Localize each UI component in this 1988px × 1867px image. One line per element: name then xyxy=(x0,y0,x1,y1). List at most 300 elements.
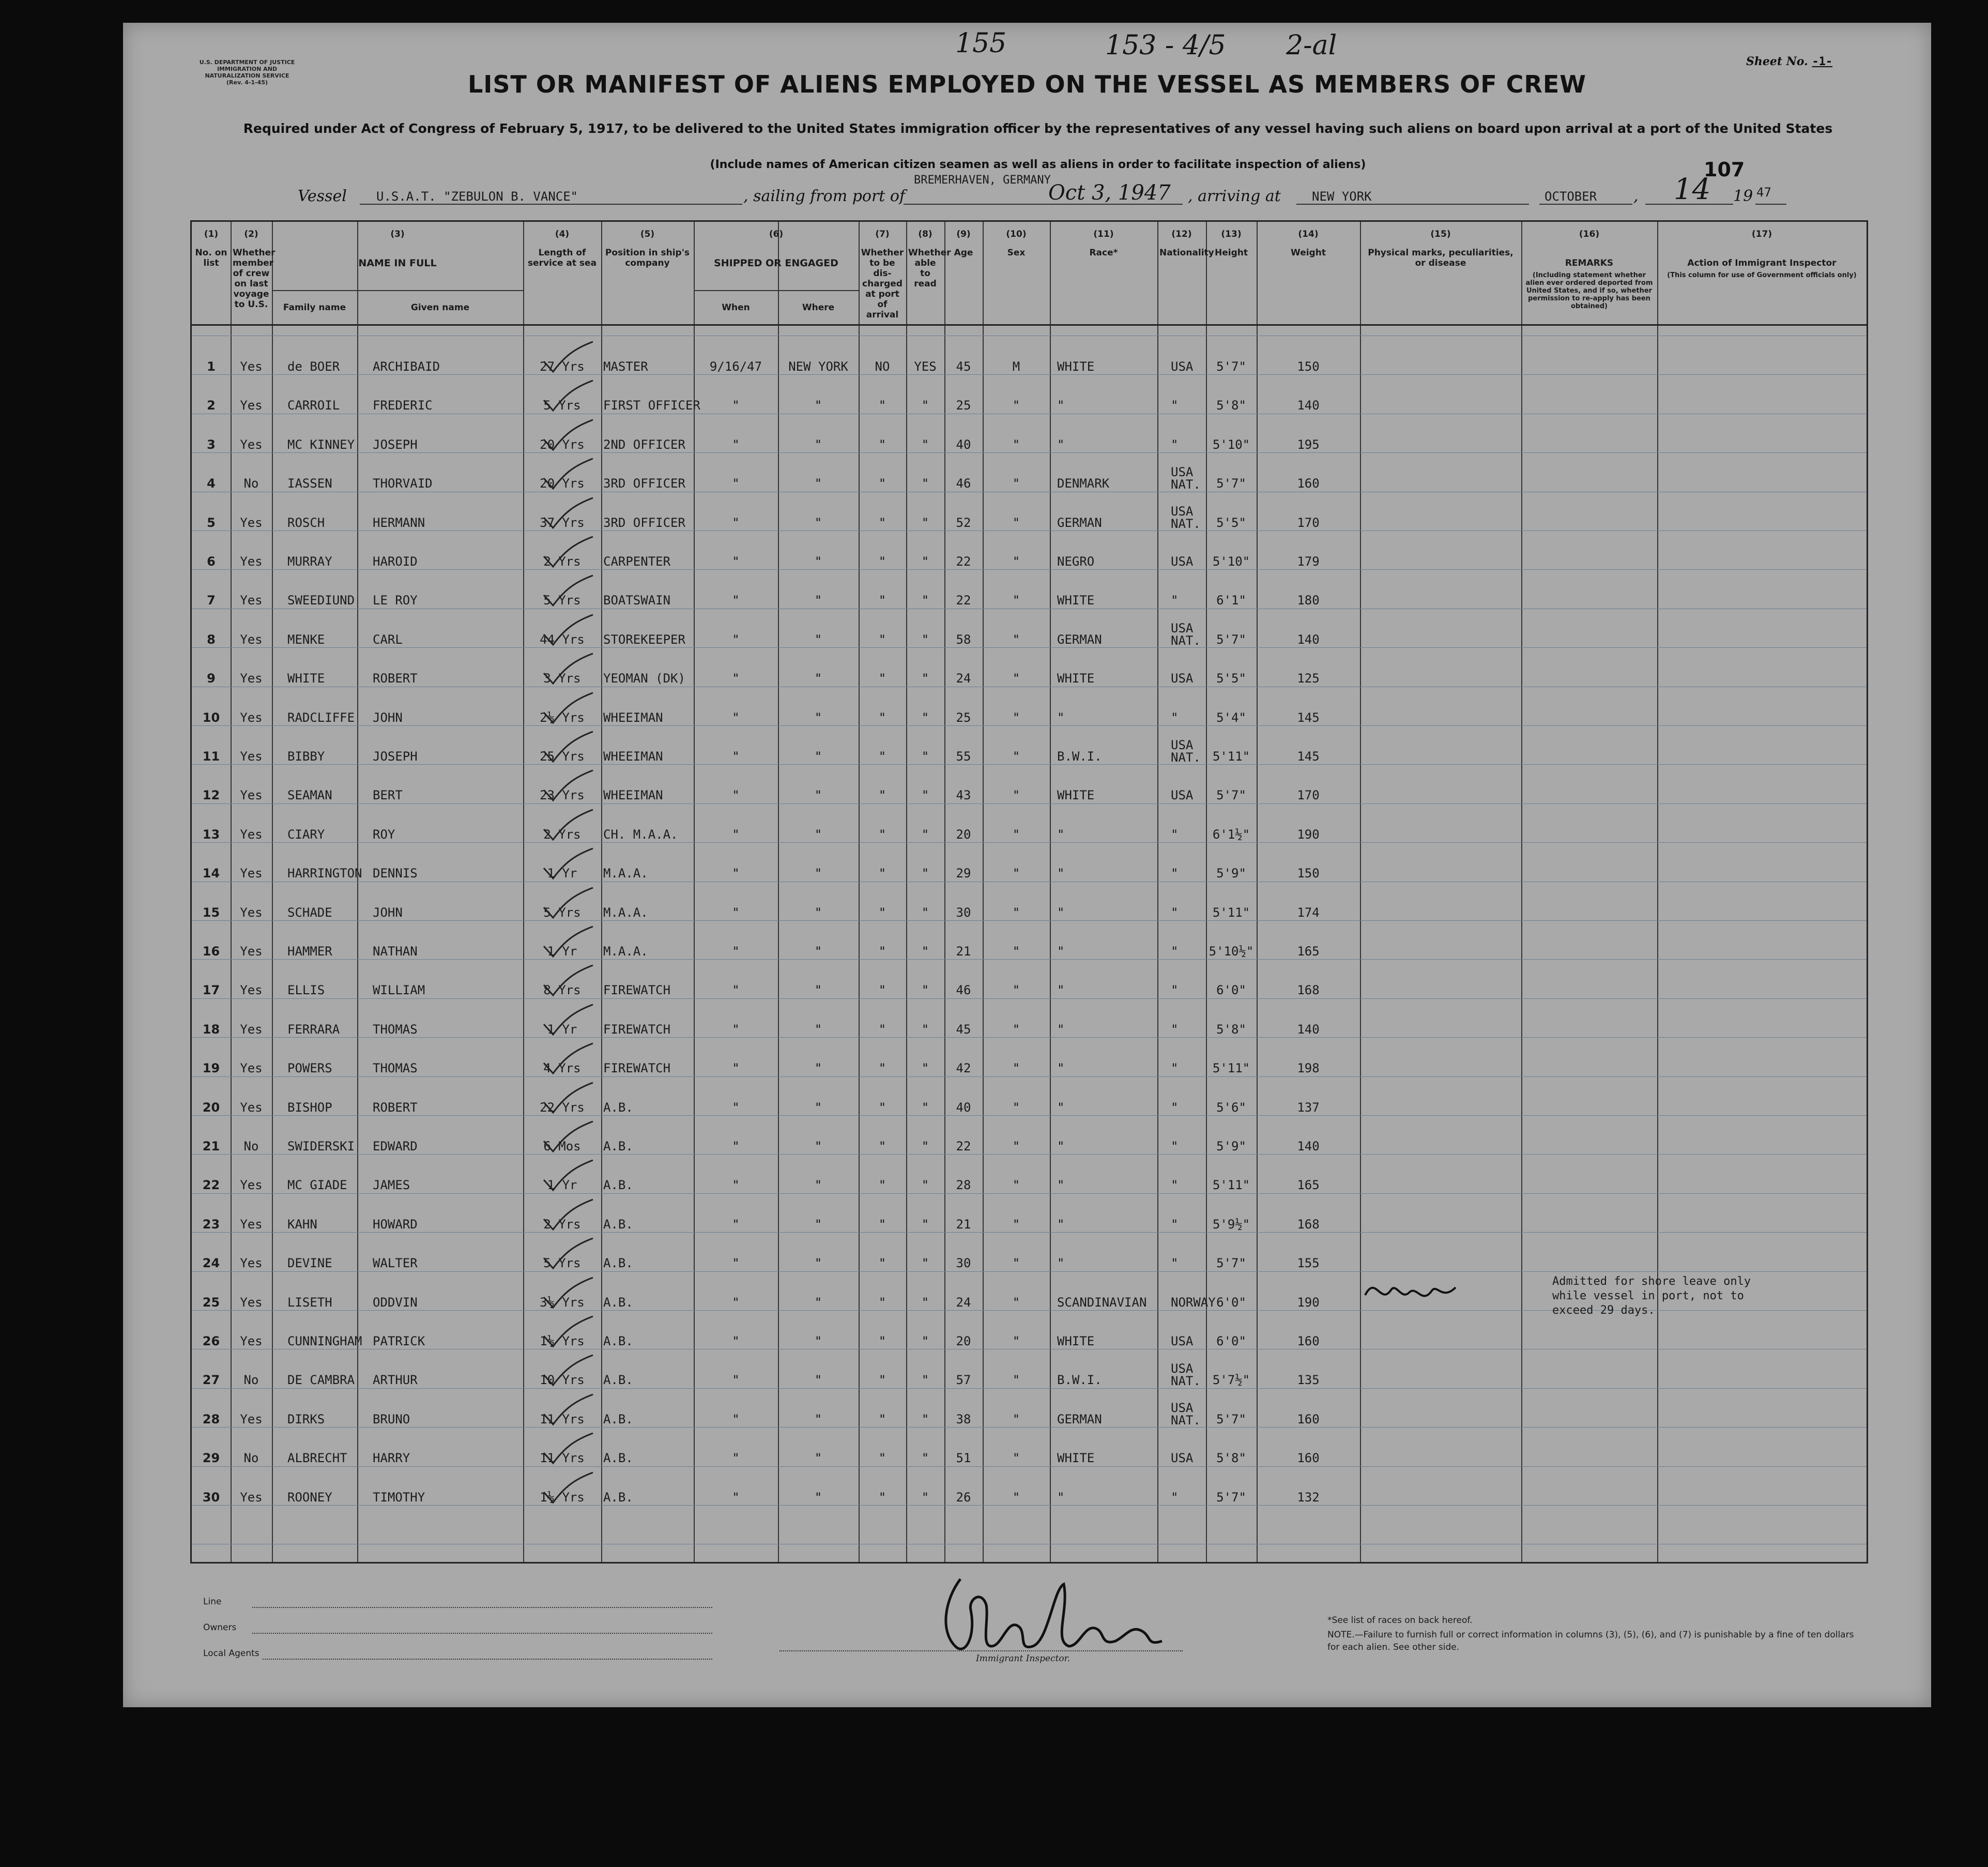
cell-where: " xyxy=(814,671,822,686)
column-number-c10: (10) xyxy=(1006,229,1027,239)
cell-family: SCHADE xyxy=(287,905,332,920)
cell-no: 29 xyxy=(202,1451,220,1466)
cell-read: " xyxy=(921,1178,929,1193)
cell-race: WHITE xyxy=(1057,1451,1095,1466)
cell-race: DENMARK xyxy=(1057,476,1110,491)
cell-last: Yes xyxy=(240,1256,263,1271)
cell-race: WHITE xyxy=(1057,671,1095,686)
cell-sex: " xyxy=(1012,983,1020,998)
cell-age: 57 xyxy=(956,1373,971,1388)
cell-age: 22 xyxy=(956,1139,971,1153)
cell-nat: " xyxy=(1171,866,1179,881)
cell-race: B.W.I. xyxy=(1057,1373,1102,1388)
cell-family: ROONEY xyxy=(287,1490,332,1505)
cell-where: " xyxy=(814,1022,822,1037)
cell-when: " xyxy=(732,554,740,569)
agents-label: Local Agents xyxy=(203,1648,259,1659)
cell-no: 12 xyxy=(202,788,220,803)
cell-no: 7 xyxy=(207,593,216,608)
cell-race: WHITE xyxy=(1057,593,1095,608)
cell-sex: " xyxy=(1012,1256,1020,1271)
cell-race: WHITE xyxy=(1057,788,1095,803)
cell-given: HAROID xyxy=(373,554,418,569)
column-label-c12: Nationality xyxy=(1159,248,1214,258)
cell-nat: " xyxy=(1171,1490,1179,1505)
cell-disch: " xyxy=(878,710,886,725)
cell-position: STOREKEEPER xyxy=(603,632,685,647)
check-mark xyxy=(539,1393,595,1430)
cell-sex: " xyxy=(1012,944,1020,959)
column-label-c11: Race* xyxy=(1089,248,1118,258)
cell-height: 5'11" xyxy=(1212,749,1250,764)
cell-when: " xyxy=(732,944,740,959)
cell-age: 51 xyxy=(956,1451,971,1466)
cell-read: " xyxy=(921,827,929,842)
cell-when: " xyxy=(732,515,740,530)
cell-sex: " xyxy=(1012,554,1020,569)
cell-weight: 145 xyxy=(1297,749,1320,764)
cell-no: 4 xyxy=(207,476,216,491)
column-number-c14: (14) xyxy=(1298,229,1319,239)
cell-family: POWERS xyxy=(287,1061,332,1076)
cell-family: DIRKS xyxy=(287,1411,325,1426)
cell-where: " xyxy=(814,944,822,959)
cell-disch: NO xyxy=(875,359,890,374)
cell-age: 42 xyxy=(956,1061,971,1076)
cell-race: WHITE xyxy=(1057,359,1095,374)
check-mark xyxy=(539,1004,595,1040)
cell-family: MENKE xyxy=(287,632,325,647)
column-label-c2: Whether member of crew on last voyage to U.S. xyxy=(233,248,276,310)
cell-given: JOSEPH xyxy=(373,749,418,764)
cell-sex: " xyxy=(1012,788,1020,803)
cell-weight: 198 xyxy=(1297,1061,1320,1076)
cell-read: " xyxy=(921,1373,929,1388)
cell-given: JOHN xyxy=(373,905,403,920)
cell-last: Yes xyxy=(240,788,263,803)
cell-given: JOHN xyxy=(373,710,403,725)
port-from: BREMERHAVEN, GERMANY xyxy=(914,174,1051,187)
cell-nat: " xyxy=(1171,1139,1179,1153)
cell-last: Yes xyxy=(240,515,263,530)
column-number-c15: (15) xyxy=(1430,229,1451,239)
cell-nat: " xyxy=(1171,905,1179,920)
owners-label: Owners xyxy=(203,1622,237,1633)
cell-service: 6 Mos xyxy=(543,1139,581,1153)
cell-service: 1½ Yrs xyxy=(540,1334,585,1348)
cell-when: " xyxy=(732,398,740,413)
cell-given: CARL xyxy=(373,632,403,647)
arriving-label: , arriving at xyxy=(1188,187,1281,205)
cell-service: 1 Yr xyxy=(547,944,577,959)
cell-disch: " xyxy=(878,905,886,920)
manifest-sheet: U.S. DEPARTMENT OF JUSTICE IMMIGRATION AND NATURALIZATION SERVICE (Rev. 4-1-45) 155 153 - 4/5 2-al Sheet No. -1- LIST OR MANIFEST OF ALIENS EMPLOYED ON THE VESSEL AS MEMBERS OF CREW Required under Act of Congress of February 5, 1917, to be delivered to the United States immigration officer by the representatives of any vessel having such aliens on board upon arrival at a port of the United States (Include names of American citizen seamen as well as aliens in order to facilitate inspection of aliens) 107 Vessel U.S.A.T. "ZEBULON B. VANCE" , sailing from port of BREMERHAVEN, GERMANY Oct 3, 1947 , arriving at NEW YORK OCTOBER , 14 19 47 (1) No. on list (2) Whether member of crew on last voyage to U.S. (3) NAME IN FULL Family name Given name (4) Length of service at sea (5) Position in ship's company (6) SHIPPED OR ENGAGED When Where (7) Whether to be dis-charged at port of arrival (8) Whether able to read (9) Age (10) Sex (11) Race* (12) Nationality (13) Height (14) Weight (15) Physical marks, peculiarities, or disease (16) REMARKS (Including statement whether alien ever ordered deported from United States, and if so, whether permission to re-apply has been obtained) (17) Action of Immigrant Inspector (This column for use of Government officials only) 1 Yes de BOER ARCHIBAID 27 Yrs MASTER 9/16/47 NEW YORK NO YES 45 M WHITE USA 5'7" 150 2 Yes CARROIL FREDERIC 5 Yrs FIRST OFFICER " " " " 25 " " " 5'8" 140 3 Yes MC KINNEY JOSEPH 20 Yrs 2ND OFFICER " " " " 40 " " " 5'10" 195 4 No IASSEN THORVAID 20 Yrs 3RD OFFICER " " " " 46 " DENMARK USA NAT. 5'7" 160 5 Yes ROSCH HERMANN 37 Yrs 3RD OFFICER " " " " 52 " GERMAN USA NAT. 5'5" 170 6 Yes MURRAY HAROID 2 Yrs CARPENTER " " " " 22 " NEGRO USA 5'10" 179 7 Yes SWEEDIUND LE ROY 5 Yrs BOATSWAIN " " " " 22 " WHITE " 6'1" 180 8 Yes MENKE CARL 44 Yrs STOREKEEPER " " " " 58 " GERMAN USA NAT. 5'7" 140 9 Yes WHITE ROBERT 3 Yrs YEOMAN (DK) " " " " 24 " WHITE USA 5'5" 125 10 Yes RADCLIFFE JOHN 2½ Yrs WHEEIMAN " " " " 25 " " " 5'4" 145 11 Yes BIBBY JOSEPH 25 Yrs WHEEIMAN " " " " 55 " B.W.I. USA NAT. 5'11" 145 12 Yes SEAMAN BERT 23 Yrs WHEEIMAN " " " " 43 " WHITE USA 5'7" 170 13 Yes CIARY ROY 2 Yrs CH. M.A.A. " " " " 20 " " " 6'1½" 190 14 Yes HARRINGTON DENNIS 1 Yr M.A.A. " " " " 29 " " " 5'9" 150 15 Yes SCHADE JOHN 5 Yrs M.A.A. " " " " 30 " " " 5'11" 174 16 Yes HAMMER NATHAN 1 Yr M.A.A. " " " " 21 " " " 5'10½" 165 17 Yes ELLIS WILLIAM 8 Yrs FIREWATCH " " " " 46 " " " 6'0" 168 18 Yes FERRARA THOMAS 1 Yr FIREWATCH " " " " 45 " " " 5'8" 140 19 Yes POWERS THOMAS 4 Yrs FIREWATCH " " " " 42 " " " 5'11" 198 20 Yes BISHOP ROBERT 22 Yrs A.B. " " " " 40 " " " 5'6" 137 21 No SWIDERSKI EDWARD 6 Mos A.B. " " " " 22 " " " 5'9" 140 22 Yes MC GIADE JAMES 1 Yr A.B. " " " " 28 " " " 5'11" 165 23 Yes KAHN HOWARD 2 Yrs A.B. " " " " 21 " " " 5'9½" 168 24 Yes DEVINE WALTER 5 Yrs A.B. " " " " 30 " " " 5'7" 155 25 Yes LISETH ODDVIN 3½ Yrs A.B. " " " " 24 " SCANDINAVIAN NORWAY 6'0" 190 26 Yes CUNNINGHAM PATRICK 1½ Yrs A.B. " " " " 20 " WHITE USA 6'0" 160 27 No DE CAMBRA ARTHUR 10 Yrs A.B. " " " " 57 " B.W.I. USA NAT. 5'7½" 135 28 Yes DIRKS BRUNO 11 Yrs A.B. " " " " 38 " GERMAN USA NAT. 5'7" 160 29 No ALBRECHT HARRY 11 Yrs A.B. " " " " 51 " WHITE USA 5'8" 160 30 Yes ROONEY TIMOTHY 1½ Yrs A.B. " " " " 26 " " " 5'7" 132 Admitted for shore leave only while vessel in port, not to exceed 29 days. Line Owners Local Agents Immigrant Inspector. *See list of races on back hereof. NOTE.—Failure to furnish full or correct information in columns (3), (5), (6), and (7) is punishable by a fine of ten dollars for each alien. See other side. xyxy=(123,23,1931,1707)
penalty-note: NOTE.—Failure to furnish full or correct information in columns (3), (5), (6), and (7) is punishable by a fine of ten dollars for each alien. See other side. xyxy=(1327,1630,1854,1652)
where-header: Where xyxy=(802,302,835,313)
check-mark xyxy=(539,1120,595,1157)
cell-age: 58 xyxy=(956,632,971,647)
check-mark xyxy=(539,847,595,884)
table-row xyxy=(192,1019,1867,1058)
cell-weight: 170 xyxy=(1297,515,1320,530)
cell-when: " xyxy=(732,593,740,608)
cell-service: 2 Yrs xyxy=(543,1217,581,1232)
column-label-c3: NAME IN FULL xyxy=(358,257,437,269)
cell-sex: " xyxy=(1012,476,1020,491)
column-label-c6: SHIPPED OR ENGAGED xyxy=(714,257,838,269)
cell-sex: " xyxy=(1012,1139,1020,1153)
cell-weight: 140 xyxy=(1297,1139,1320,1153)
cell-service: 1 Yr xyxy=(547,866,577,881)
cell-given: ROBERT xyxy=(373,1100,418,1115)
cell-last: Yes xyxy=(240,554,263,569)
cell-disch: " xyxy=(878,437,886,452)
cell-weight: 140 xyxy=(1297,632,1320,647)
cell-race: SCANDINAVIAN xyxy=(1057,1295,1147,1310)
cell-service: 22 Yrs xyxy=(540,1100,585,1115)
cell-given: JAMES xyxy=(373,1178,410,1193)
cell-given: FREDERIC xyxy=(373,398,433,413)
inspector-label: Immigrant Inspector. xyxy=(976,1653,1071,1664)
cell-position: A.B. xyxy=(603,1100,633,1115)
cell-given: BERT xyxy=(373,788,403,803)
cell-where: " xyxy=(814,1100,822,1115)
cell-family: KAHN xyxy=(287,1217,317,1232)
cell-weight: 165 xyxy=(1297,944,1320,959)
column-label-c9: Age xyxy=(954,248,973,258)
cell-family: CIARY xyxy=(287,827,325,842)
cell-where: NEW YORK xyxy=(788,359,848,374)
column-label-c13: Height xyxy=(1215,248,1248,258)
cell-position: FIREWATCH xyxy=(603,983,671,998)
cell-service: 37 Yrs xyxy=(540,515,585,530)
cell-read: " xyxy=(921,398,929,413)
cell-where: " xyxy=(814,476,822,491)
cell-age: 30 xyxy=(956,1256,971,1271)
check-mark xyxy=(539,964,595,1000)
sailing-label: , sailing from port of xyxy=(743,187,906,205)
check-mark xyxy=(539,809,595,845)
cell-height: 5'10½" xyxy=(1209,944,1254,959)
cell-family: ROSCH xyxy=(287,515,325,530)
table-row xyxy=(192,356,1867,395)
table-row xyxy=(192,1487,1867,1526)
cell-no: 15 xyxy=(202,905,220,920)
table-row xyxy=(192,1361,1867,1408)
cell-age: 45 xyxy=(956,359,971,374)
remark-line: Admitted for shore leave only xyxy=(1552,1274,1751,1288)
top-note-3: 2-al xyxy=(1286,30,1337,61)
cell-age: 40 xyxy=(956,1100,971,1115)
cell-position: YEOMAN (DK) xyxy=(603,671,685,686)
cell-nat: NORWAY xyxy=(1171,1295,1216,1310)
cell-disch: " xyxy=(878,749,886,764)
cell-height: 5'7" xyxy=(1216,1411,1246,1426)
cell-age: 52 xyxy=(956,515,971,530)
cell-sex: " xyxy=(1012,1061,1020,1076)
cell-disch: " xyxy=(878,1451,886,1466)
cell-last: Yes xyxy=(240,1022,263,1037)
table-row xyxy=(192,707,1867,746)
cell-where: " xyxy=(814,1061,822,1076)
cell-where: " xyxy=(814,632,822,647)
cell-service: 5 Yrs xyxy=(543,398,581,413)
cell-disch: " xyxy=(878,1139,886,1153)
cell-family: SWIDERSKI xyxy=(287,1139,355,1153)
check-mark xyxy=(539,1315,595,1352)
cell-position: A.B. xyxy=(603,1451,633,1466)
cell-given: THOMAS xyxy=(373,1022,418,1037)
cell-when: " xyxy=(732,905,740,920)
table-row xyxy=(192,1175,1867,1213)
column-number-c16: (16) xyxy=(1579,229,1600,239)
cell-height: 5'5" xyxy=(1216,671,1246,686)
cell-service: 1½ Yrs xyxy=(540,1490,585,1505)
cell-read: " xyxy=(921,866,929,881)
cell-read: " xyxy=(921,1256,929,1271)
cell-position: MASTER xyxy=(603,359,648,374)
cell-disch: " xyxy=(878,944,886,959)
column-number-c11: (11) xyxy=(1093,229,1114,239)
cell-when: " xyxy=(732,788,740,803)
cell-given: PATRICK xyxy=(373,1334,425,1348)
cell-sex: " xyxy=(1012,827,1020,842)
cell-when: " xyxy=(732,437,740,452)
cell-position: FIREWATCH xyxy=(603,1061,671,1076)
column-label-c4: Length of service at sea xyxy=(527,248,597,268)
cell-disch: " xyxy=(878,1256,886,1271)
cell-race: " xyxy=(1057,398,1065,413)
cell-height: 6'0" xyxy=(1216,1295,1246,1310)
cell-nat: " xyxy=(1171,1022,1179,1037)
cell-weight: 132 xyxy=(1297,1490,1320,1505)
cell-age: 28 xyxy=(956,1178,971,1193)
cell-no: 5 xyxy=(207,515,216,530)
cell-nat: USA NAT. xyxy=(1171,738,1201,765)
cell-read: " xyxy=(921,593,929,608)
cell-nat: " xyxy=(1171,944,1179,959)
cell-last: No xyxy=(243,476,259,491)
service-name: IMMIGRATION AND NATURALIZATION SERVICE xyxy=(205,66,289,79)
cell-height: 5'10" xyxy=(1212,554,1250,569)
cell-position: 3RD OFFICER xyxy=(603,515,685,530)
page-number: 107 xyxy=(1704,158,1745,181)
cell-race: " xyxy=(1057,1022,1065,1037)
cell-sex: " xyxy=(1012,1373,1020,1388)
check-mark xyxy=(539,1042,595,1079)
cell-position: CARPENTER xyxy=(603,554,671,569)
cell-last: Yes xyxy=(240,671,263,686)
cell-age: 43 xyxy=(956,788,971,803)
cell-service: 11 Yrs xyxy=(540,1411,585,1426)
given-name-header: Given name xyxy=(410,302,470,313)
cell-no: 16 xyxy=(202,944,220,959)
cell-service: 2 Yrs xyxy=(543,554,581,569)
year-prefix: 19 xyxy=(1733,187,1753,205)
cell-service: 2 Yrs xyxy=(543,827,581,842)
cell-race: GERMAN xyxy=(1057,515,1102,530)
cell-sex: " xyxy=(1012,710,1020,725)
cell-race: " xyxy=(1057,944,1065,959)
cell-nat: USA xyxy=(1171,788,1194,803)
cell-disch: " xyxy=(878,1295,886,1310)
cell-nat: USA NAT. xyxy=(1171,1361,1201,1389)
cell-disch: " xyxy=(878,632,886,647)
cell-height: 5'10" xyxy=(1212,437,1250,452)
cell-disch: " xyxy=(878,515,886,530)
cell-position: WHEEIMAN xyxy=(603,749,663,764)
table-row xyxy=(192,465,1867,512)
table-row xyxy=(192,980,1867,1019)
cell-weight: 137 xyxy=(1297,1100,1320,1115)
column-number-c13: (13) xyxy=(1221,229,1242,239)
table-row xyxy=(192,902,1867,941)
cell-position: M.A.A. xyxy=(603,944,648,959)
cell-service: 5 Yrs xyxy=(543,905,581,920)
cell-age: 29 xyxy=(956,866,971,881)
cell-race: " xyxy=(1057,1061,1065,1076)
cell-height: 5'7" xyxy=(1216,1256,1246,1271)
table-row xyxy=(192,824,1867,863)
cell-no: 30 xyxy=(202,1490,220,1505)
cell-no: 27 xyxy=(202,1373,220,1388)
family-name-header: Family name xyxy=(283,302,346,313)
cell-sex: " xyxy=(1012,1334,1020,1348)
cell-last: No xyxy=(243,1451,259,1466)
cell-family: ELLIS xyxy=(287,983,325,998)
cell-read: " xyxy=(921,515,929,530)
check-mark xyxy=(539,887,595,923)
cell-when: " xyxy=(732,632,740,647)
cell-where: " xyxy=(814,827,822,842)
cell-where: " xyxy=(814,983,822,998)
cell-race: " xyxy=(1057,437,1065,452)
column-label-c5: Position in ship's company xyxy=(605,248,690,268)
cell-race: GERMAN xyxy=(1057,1411,1102,1426)
cell-sex: " xyxy=(1012,905,1020,920)
check-mark xyxy=(539,1277,595,1313)
cell-height: 5'7" xyxy=(1216,632,1246,647)
cell-age: 21 xyxy=(956,944,971,959)
cell-race: " xyxy=(1057,1217,1065,1232)
cell-read: " xyxy=(921,1411,929,1426)
cell-nat: " xyxy=(1171,1217,1179,1232)
cell-family: SEAMAN xyxy=(287,788,332,803)
cell-given: BRUNO xyxy=(373,1411,410,1426)
cell-when: " xyxy=(732,1334,740,1348)
cell-disch: " xyxy=(878,788,886,803)
inspector-initials-signature xyxy=(1360,1269,1463,1316)
column-note-c16: (Including statement whether alien ever ordered deported from United States, and if so, whether permission to re-apply has been obtained) xyxy=(1525,271,1653,310)
header-sub-rule xyxy=(272,290,523,291)
cell-read: " xyxy=(921,671,929,686)
remark-line: exceed 29 days. xyxy=(1552,1303,1655,1317)
vessel-label: Vessel xyxy=(298,187,347,205)
cell-weight: 140 xyxy=(1297,398,1320,413)
cell-disch: " xyxy=(878,1061,886,1076)
check-mark xyxy=(539,1471,595,1508)
cell-sex: " xyxy=(1012,515,1020,530)
cell-where: " xyxy=(814,398,822,413)
cell-weight: 150 xyxy=(1297,359,1320,374)
cell-age: 26 xyxy=(956,1490,971,1505)
cell-service: 25 Yrs xyxy=(540,749,585,764)
cell-read: " xyxy=(921,632,929,647)
cell-position: 3RD OFFICER xyxy=(603,476,685,491)
table-row xyxy=(192,1058,1867,1097)
column-label-c10: Sex xyxy=(1007,248,1026,258)
check-mark xyxy=(539,536,595,572)
cell-family: HARRINGTON xyxy=(287,866,362,881)
cell-last: Yes xyxy=(240,710,263,725)
cell-no: 20 xyxy=(202,1100,220,1115)
cell-service: 27 Yrs xyxy=(540,359,585,374)
table-row xyxy=(192,395,1867,434)
cell-nat: USA NAT. xyxy=(1171,620,1201,648)
cell-position: A.B. xyxy=(603,1334,633,1348)
cell-last: No xyxy=(243,1373,259,1388)
cell-weight: 160 xyxy=(1297,1411,1320,1426)
cell-service: 5 Yrs xyxy=(543,1256,581,1271)
cell-where: " xyxy=(814,1411,822,1426)
cell-no: 6 xyxy=(207,554,216,569)
cell-nat: " xyxy=(1171,1061,1179,1076)
cell-weight: 190 xyxy=(1297,827,1320,842)
cell-given: ROY xyxy=(373,827,395,842)
cell-height: 6'0" xyxy=(1216,1334,1246,1348)
cell-weight: 140 xyxy=(1297,1022,1320,1037)
table-row xyxy=(192,504,1867,551)
cell-age: 22 xyxy=(956,593,971,608)
cell-weight: 150 xyxy=(1297,866,1320,881)
cell-when: " xyxy=(732,983,740,998)
check-mark xyxy=(539,497,595,533)
cell-height: 5'9" xyxy=(1216,1139,1246,1153)
check-mark xyxy=(539,1237,595,1273)
cell-disch: " xyxy=(878,827,886,842)
cell-weight: 145 xyxy=(1297,710,1320,725)
crew-table xyxy=(190,220,1868,1564)
cell-where: " xyxy=(814,1451,822,1466)
table-row xyxy=(192,1400,1867,1448)
cell-where: " xyxy=(814,1256,822,1271)
cell-sex: " xyxy=(1012,1022,1020,1037)
cell-when: " xyxy=(732,671,740,686)
cell-family: FERRARA xyxy=(287,1022,340,1037)
cell-when: " xyxy=(732,1217,740,1232)
cell-read: " xyxy=(921,1217,929,1232)
cell-given: NATHAN xyxy=(373,944,418,959)
cell-read: " xyxy=(921,1061,929,1076)
cell-where: " xyxy=(814,1217,822,1232)
cell-last: Yes xyxy=(240,632,263,647)
cell-race: WHITE xyxy=(1057,1334,1095,1348)
cell-when: " xyxy=(732,827,740,842)
table-row xyxy=(192,1097,1867,1136)
cell-when: " xyxy=(732,1373,740,1388)
cell-height: 5'8" xyxy=(1216,1022,1246,1037)
cell-last: Yes xyxy=(240,827,263,842)
cell-height: 5'7" xyxy=(1216,788,1246,803)
cell-service: 44 Yrs xyxy=(540,632,585,647)
cell-given: EDWARD xyxy=(373,1139,418,1153)
cell-read: " xyxy=(921,1022,929,1037)
cell-given: WALTER xyxy=(373,1256,418,1271)
cell-family: HAMMER xyxy=(287,944,332,959)
cell-age: 25 xyxy=(956,398,971,413)
arrival-day: 14 xyxy=(1674,173,1711,206)
cell-height: 5'5" xyxy=(1216,515,1246,530)
